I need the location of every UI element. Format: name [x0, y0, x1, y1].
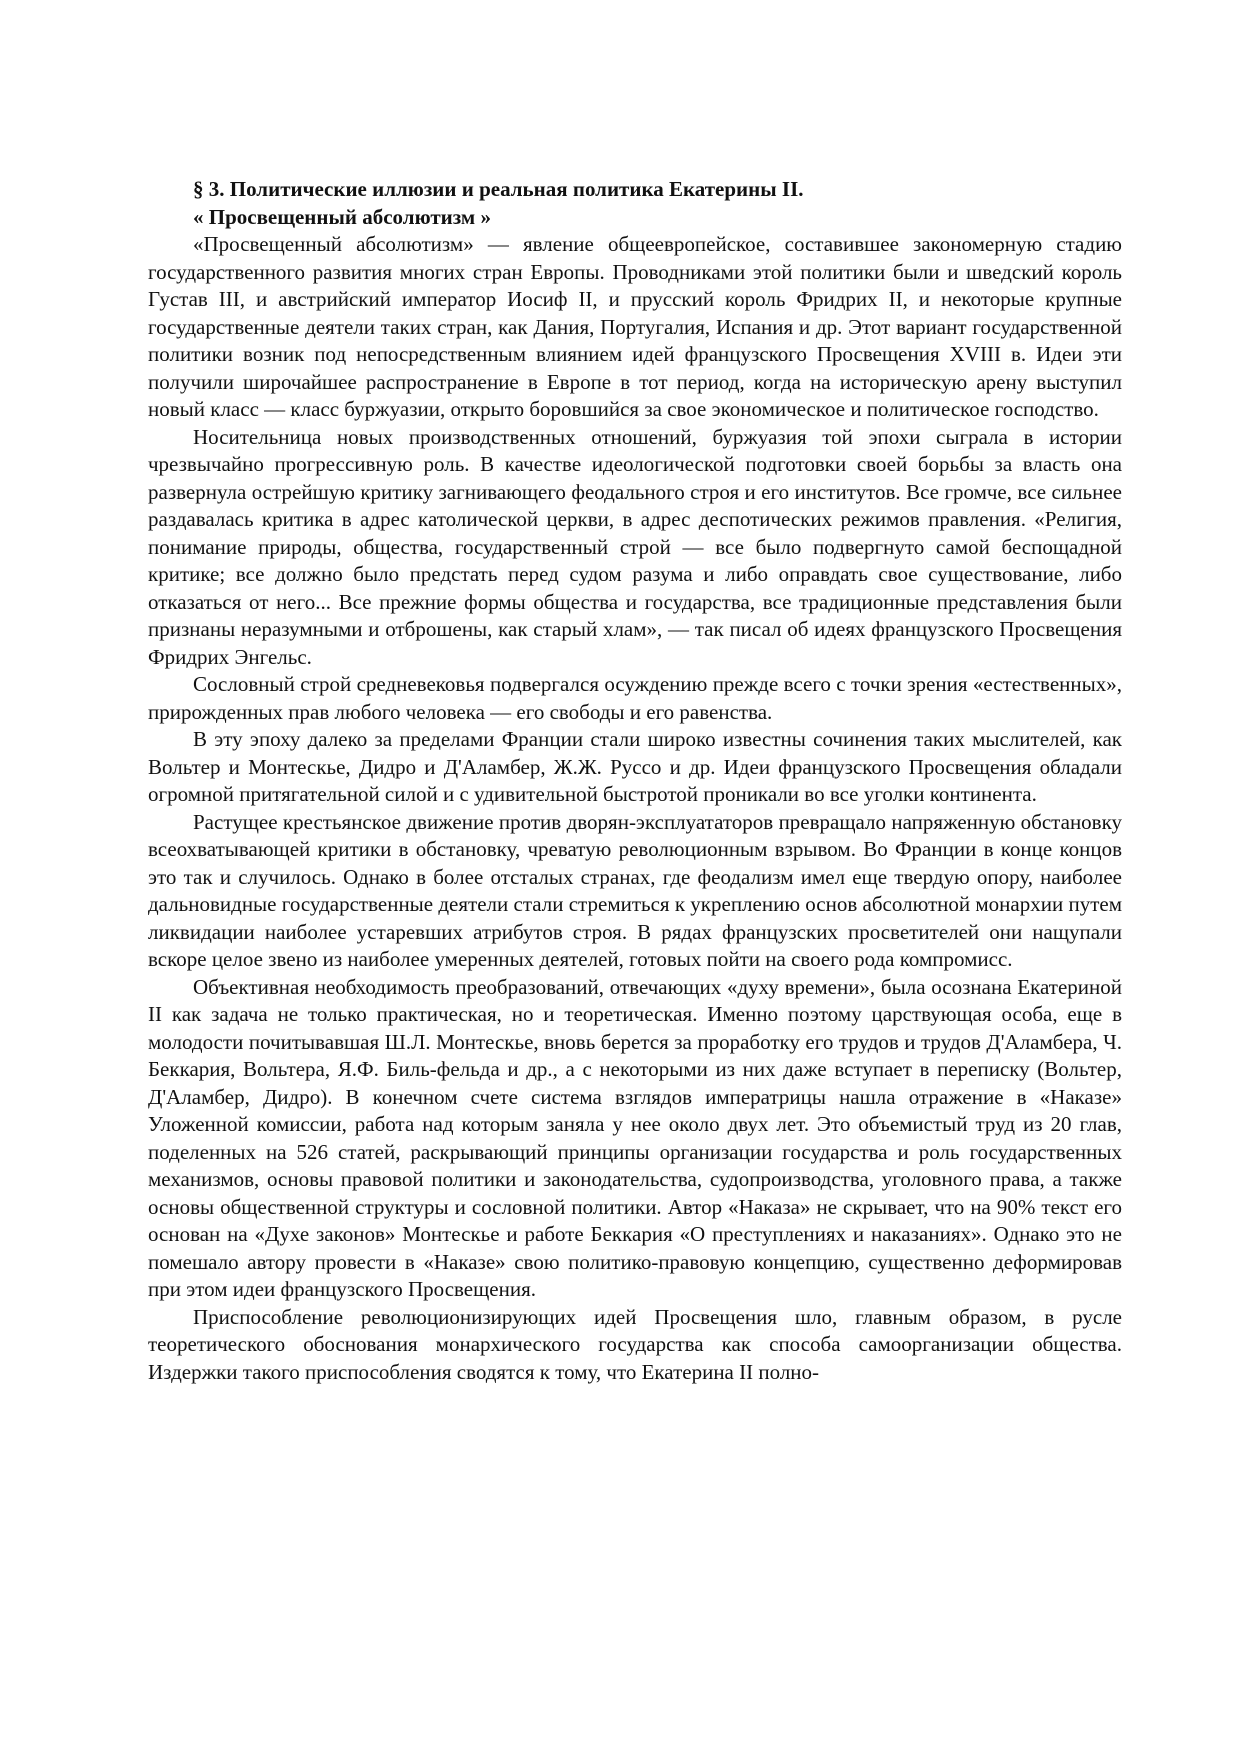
- paragraph-4: В эту эпоху далеко за пределами Франции стали широко известны сочинения таких мыслителей, как Вольтер и Монтескье, Дидро и Д'Аламбер, Ж.Ж. Руссо и др. Идеи французского Просвещения обладали огромной притягательной силой и с удивительной быстротой проникали во все уголки континента.: [148, 727, 1122, 806]
- paragraph-7: Приспособление революционизирующих идей Просвещения шло, главным образом, в русле теоретического обоснования монархического государства как способа самоорганизации общества. Издержки такого приспособления сводятся к тому, что Екатерина II полно-: [148, 1304, 1122, 1384]
- paragraph-2: Носительница новых производственных отношений, буржуазия той эпохи сыграла в истории чрезвычайно прогрессивную роль. В качестве идеологической подготовки своей борьбы за власть она развернула острейшую критику загнивающего феодального строя и его институтов. Все громче, все сильнее раздавалась критика в адрес католической церкви, в адрес деспотических режимов правления. «Религия, понимание природы, общества, государственный строй — все было подвергнуто самой беспощадной критике; все должно было предстать перед судом разума и либо оправдать свое существование, либо отказаться от него... Все прежние формы общества и государства, все традиционные представления были признаны неразумными и отброшены, как старый хлам», — так писал об идеях французского Просвещения Фридрих Энгельс.: [148, 424, 1122, 669]
- section-heading-line-2: « Просвещенный абсолютизм »: [193, 204, 491, 229]
- paragraph-1: «Просвещенный абсолютизм» — явление общеевропейское, составившее закономерную стадию государственного развития многих стран Европы. Проводниками этой политики были и шведский король Густав III, и австрийский император Иосиф II, и прусский король Фридрих II, и некоторые крупные государственные деятели таких стран, как Дания, Португалия, Испания и др. Этот вариант государственной политики возник под непосредственным влиянием идей французского Просвещения XVIII в. Идеи эти получили широчайшее распространение в Европе в тот период, когда на историческую арену выступил новый класс — класс буржуазии, открыто боровшийся за свое экономическое и политическое господство.: [148, 232, 1122, 421]
- paragraph-5: Растущее крестьянское движение против дворян-эксплуататоров превращало напряженную обстановку всеохватывающей критики в обстановку, чреватую революционным взрывом. Во Франции в конце концов это так и случилось. Однако в более отсталых странах, где феодализм имел еще твердую опору, наиболее дальновидные государственные деятели стали стремиться к укреплению основ абсолютной монархии путем ликвидации наиболее устаревших атрибутов строя. В рядах французских просветителей они нащупали вскоре целое звено из наиболее умеренных деятелей, готовых пойти на своего рода компромисс.: [148, 809, 1122, 971]
- section-heading: [148, 176, 1122, 231]
- paragraph-3: Сословный строй средневековья подвергался осуждению прежде всего с точки зрения «естественных», прирожденных прав любого человека — его свободы и его равенства.: [148, 672, 1122, 724]
- document-page: [148, 176, 1122, 1386]
- paragraph-6: Объективная необходимость преобразований, отвечающих «духу времени», была осознана Екатериной II как задача не только практическая, но и теоретическая. Именно поэтому царствующая особа, еще в молодости почитывавшая Ш.Л. Монтескье, вновь берется за проработку его трудов и трудов Д'Аламбера, Ч. Беккария, Вольтера, Я.Ф. Биль-фельда и др., а с некоторыми из них даже вступает в переписку (Вольтер, Д'Аламбер, Дидро). В конечном счете система взглядов императрицы нашла отражение в «Наказе» Уложенной комиссии, работа над которым заняла у нее около двух лет. Это объемистый труд из 20 глав, поделенных на 526 статей, раскрывающий принципы организации государства и роль государственных механизмов, основы правовой политики и законодательства, судопроизводства, уголовного права, а также основы общественной структуры и сословной политики. Автор «Наказа» не скрывает, что на 90% текст его основан на «Духе законов» Монтескье и работе Беккария «О преступлениях и наказаниях». Однако это не помешало автору провести в «Наказе» свою политико-правовую концепцию, существенно деформировав при этом идеи французского Просвещения.: [148, 974, 1122, 1301]
- section-heading-line-1: § 3. Политические иллюзии и реальная политика Екатерины II.: [193, 177, 804, 201]
